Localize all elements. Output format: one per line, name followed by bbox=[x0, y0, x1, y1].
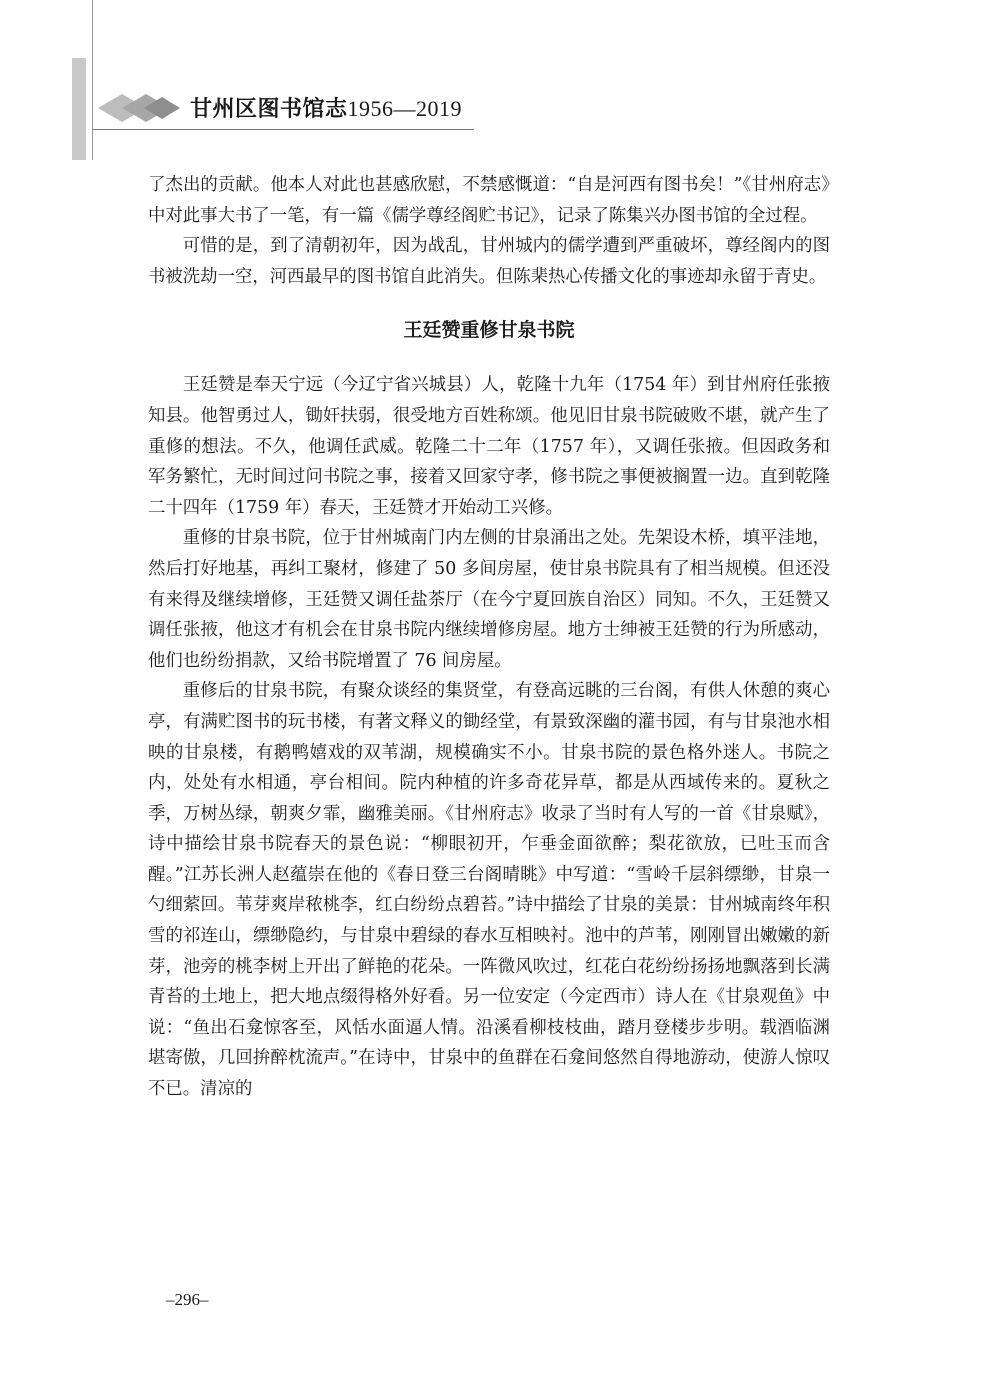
paragraph: 可惜的是，到了清朝初年，因为战乱，甘州城内的儒学遭到严重破坏，尊经阁内的图书被洗劫一空，河西最早的图书馆自此消失。但陈棐热心传播文化的事迹却永留于青史。 bbox=[148, 236, 830, 287]
header-rule bbox=[92, 129, 474, 130]
header-years: 1956—2019 bbox=[347, 96, 463, 121]
body-text bbox=[148, 170, 830, 1105]
running-header bbox=[190, 92, 462, 123]
paragraph: 重修后的甘泉书院，有聚众谈经的集贤堂，有登高远眺的三台阁，有供人休憩的爽心亭，有满贮图书的玩书楼，有著文释义的锄经堂，有景致深幽的灌书园，有与甘泉池水相映的甘泉楼，有鹅鸭嬉戏的双苇湖，规模确实不小。甘泉书院的景色格外迷人。书院之内，处处有水相通，亭台相间。院内种植的许多奇花异草，都是从西域传来的。夏秋之季，万树丛绿，朝爽夕霏，幽雅美丽。《甘州府志》收录了当时有人写的一首《甘泉赋》，诗中描绘甘泉书院春天的景色说：“柳眼初开，乍垂金面欲醉；梨花欲放，已吐玉而含醒。”江苏长洲人赵蕴崇在他的《春日登三台阁晴眺》中写道：“雪岭千层斜缥缈，甘泉一勺细萦回。苇芽爽岸秾桃李，红白纷纷点碧苔。”诗中描绘了甘泉的美景：甘州城南终年积雪的祁连山，缥缈隐约，与甘泉中碧绿的春水互相映衬。池中的芦苇，刚刚冒出嫩嫩的新芽，池旁的桃李树上开出了鲜艳的花朵。一阵微风吹过，红花白花纷纷扬扬地飘落到长满青苔的土地上，把大地点缀得格外好看。另一位安定（今定西市）诗人在《甘泉观鱼》中说：“鱼出石龛惊客至，风恬水面逼人情。沿溪看柳枝枝曲，踏月登楼步步明。载酒临渊堪寄傲，几回拚醉枕流声。”在诗中，甘泉中的鱼群在石龛间悠然自得地游动，使游人惊叹不已。清凉的 bbox=[148, 681, 830, 1100]
margin-line bbox=[92, 0, 93, 160]
header-diamond-ornament bbox=[96, 90, 186, 126]
margin-bar bbox=[72, 58, 86, 160]
section-heading: 王廷赞重修甘泉书院 bbox=[403, 319, 575, 342]
paragraph: 王廷赞是奉天宁远（今辽宁省兴城县）人，乾隆十九年（1754 年）到甘州府任张掖知县。他智勇过人，锄奸扶弱，很受地方百姓称颂。他见旧甘泉书院破败不堪，就产生了重修的想法。不久，他调任武威。乾隆二十二年（1757 年），又调任张掖。但因政务和军务繁忙，无时间过问书院之事，接着又回家守孝，修书院之事便被搁置一边。直到乾隆二十四年（1759 年）春天，王廷赞才开始动工兴修。 bbox=[148, 375, 830, 518]
paragraph: 了杰出的贡献。他本人对此也甚感欣慰，不禁感慨道：“自是河西有图书矣！”《甘州府志》中对此事大书了一笔，有一篇《儒学尊经阁贮书记》，记录了陈集兴办图书馆的全过程。 bbox=[148, 175, 830, 226]
page-number: –296– bbox=[166, 1290, 209, 1309]
header-title: 甘州区图书馆志 bbox=[190, 96, 348, 122]
paragraph: 重修的甘泉书院，位于甘州城南门内左侧的甘泉涌出之处。先架设木桥，填平洼地，然后打好地基，再纠工聚材，修建了 50 多间房屋，使甘泉书院具有了相当规模。但还没有来得及继续增修，王廷赞又调任盐茶厅（在今宁夏回族自治区）同知。不久，王廷赞又调任张掖，他这才有机会在甘泉书院内继续增修房屋。地方士绅被王廷赞的行为所感动，他们也纷纷捐款，又给书院增置了 76 间房屋。 bbox=[148, 528, 830, 671]
